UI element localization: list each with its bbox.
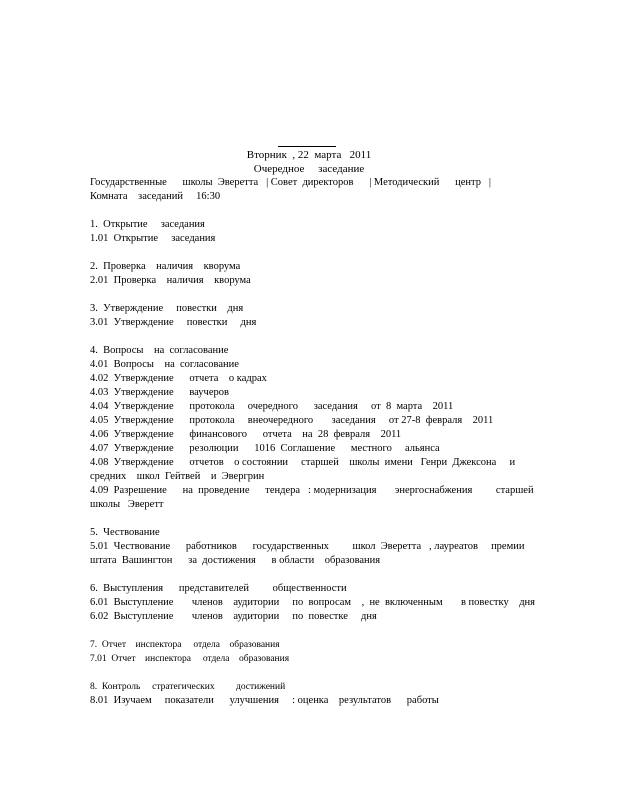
- agenda-item: 1.01 Открытие заседания: [90, 233, 216, 244]
- agenda-item: 3.01 Утверждение повестки дня: [90, 317, 257, 328]
- agenda-item: 4.05 Утверждение протокола внеочередного заседания от 27-8 февраля 2011: [90, 415, 494, 426]
- agenda-item-continuation: штата Вашингтон за достижения в области образования: [90, 555, 381, 566]
- meeting-type: Очередное заседание: [253, 163, 365, 175]
- section-heading: 2. Проверка наличия кворума: [90, 261, 241, 272]
- location-line: Государственные школы Эверетта | Совет директоров | Методический центр |: [90, 177, 491, 188]
- agenda-item: 4.08 Утверждение отчетов о состоянии старшей школы имени Генри Джексона и: [90, 457, 516, 468]
- agenda-item: 4.07 Утверждение резолюции 1016 Соглашение местного альянса: [90, 443, 440, 454]
- section-heading: 5. Чествование: [90, 527, 160, 538]
- agenda-item: 4.09 Разрешение на проведение тендера : модернизация энергоснабжения старшей: [90, 485, 534, 496]
- meeting-date: Вторник , 22 марта 2011: [246, 149, 372, 161]
- agenda-item: 4.03 Утверждение ваучеров: [90, 387, 229, 398]
- agenda-item: 4.02 Утверждение отчета о кадрах: [90, 373, 267, 384]
- section-heading: 1. Открытие заседания: [90, 219, 205, 230]
- section-heading: 3. Утверждение повестки дня: [90, 303, 244, 314]
- section-heading: 6. Выступления представителей общественности: [90, 583, 347, 594]
- agenda-item: 4.06 Утверждение финансового отчета на 28 февраля 2011: [90, 429, 402, 440]
- agenda-item: 4.01 Вопросы на согласование: [90, 359, 239, 370]
- agenda-item-continuation: средних школ Гейтвей и Эвергрин: [90, 471, 265, 482]
- agenda-item-continuation: школы Эверетт: [90, 499, 164, 510]
- agenda-item: 4.04 Утверждение протокола очередного заседания от 8 марта 2011: [90, 401, 454, 412]
- section-heading: 4. Вопросы на согласование: [90, 345, 229, 356]
- agenda-item: 6.02 Выступление членов аудитории по повестке дня: [90, 611, 377, 622]
- agenda-item: 2.01 Проверка наличия кворума: [90, 275, 251, 286]
- top-rule: [278, 146, 336, 147]
- agenda-item: 8.01 Изучаем показатели улучшения : оценка результатов работы: [90, 695, 439, 706]
- agenda-item: 7.01 Отчет инспектора отдела образования: [90, 654, 290, 664]
- agenda-item: 6.01 Выступление членов аудитории по вопросам , не включенным в повестку дня: [90, 597, 535, 608]
- section-heading: 8. Контроль стратегических достижений: [90, 682, 286, 692]
- agenda-item: 5.01 Чествование работников государственных школ Эверетта , лауреатов премии: [90, 541, 525, 552]
- section-heading: 7. Отчет инспектора отдела образования: [90, 640, 280, 650]
- room-line: Комната заседаний 16:30: [90, 191, 221, 202]
